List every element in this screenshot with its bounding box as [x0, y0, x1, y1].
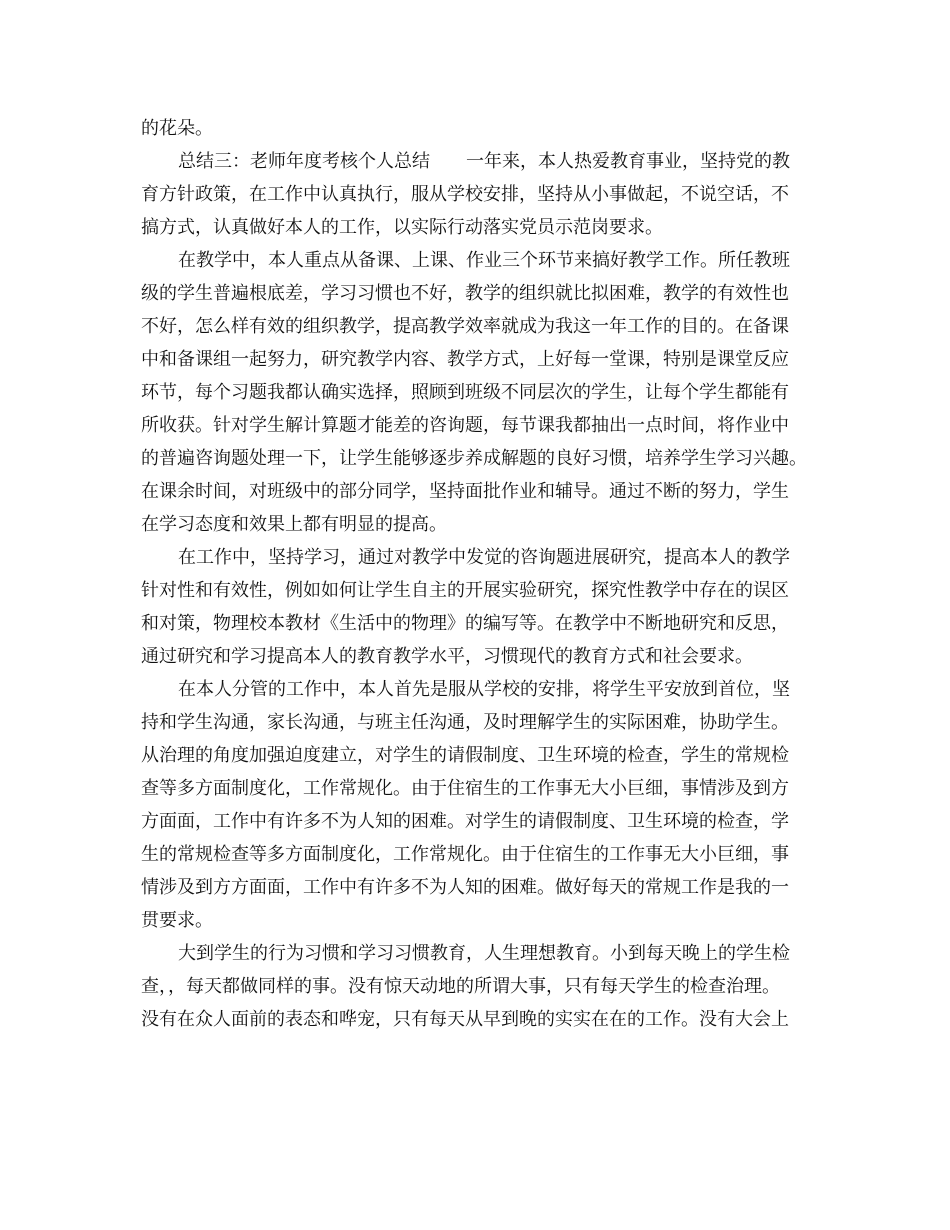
text-line: 所收获。针对学生解计算题才能差的咨询题，每节课我都抽出一点时间，将作业中: [141, 415, 789, 436]
text-line: 的花朵。: [141, 118, 213, 139]
text-line: 在本人分管的工作中，本人首先是服从学校的安排，将学生平安放到首位，坚: [178, 679, 790, 700]
text-line: 查等多方面制度化，工作常规化。由于住宿生的工作事无大小巨细，事情涉及到方: [141, 778, 789, 799]
text-line: 在学习态度和效果上都有明显的提高。: [141, 514, 447, 535]
text-line: 级的学生普遍根底差，学习习惯也不好，教学的组织就比拟困难，教学的有效性也: [141, 283, 789, 304]
text-line: 从治理的角度加强迫度建立，对学生的请假制度、卫生环境的检查，学生的常规检: [141, 745, 789, 766]
text-line: 的普遍咨询题处理一下，让学生能够逐步养成解题的良好习惯，培养学生学习兴趣。: [141, 448, 807, 469]
text-line: 大到学生的行为习惯和学习习惯教育，人生理想教育。小到每天晚上的学生检: [178, 943, 790, 964]
text-line: 中和备课组一起努力，研究教学内容、教学方式，上好每一堂课，特别是课堂反应: [141, 349, 789, 370]
text-line: 通过研究和学习提高本人的教育教学水平，习惯现代的教育方式和社会要求。: [141, 646, 753, 667]
text-line: 和对策，物理校本教材《生活中的物理》的编写等。在教学中不断地研究和反思，: [141, 613, 789, 634]
text-line: 育方针政策，在工作中认真执行，服从学校安排，坚持从小事做起，不说空话，不: [141, 184, 789, 205]
text-line: 不好，怎么样有效的组织教学，提高教学效率就成为我这一年工作的目的。在备课: [141, 316, 789, 337]
text-line: 方面面，工作中有许多不为人知的困难。对学生的请假制度、卫生环境的检查，学: [141, 811, 789, 832]
text-line: 总结三：老师年度考核个人总结 一年来，本人热爱教育事业，坚持党的教: [178, 151, 790, 172]
text-line: 没有在众人面前的表态和哗宠，只有每天从早到晚的实实在在的工作。没有大会上: [141, 1009, 789, 1030]
text-line: 情涉及到方方面面，工作中有许多不为人知的困难。做好每天的常规工作是我的一: [141, 877, 789, 898]
text-line: 查，，每天都做同样的事。没有惊天动地的所谓大事，只有每天学生的检查治理。: [141, 976, 780, 997]
text-line: 搞方式，认真做好本人的工作，以实际行动落实党员示范岗要求。: [141, 217, 663, 238]
document-body: [141, 112, 821, 1036]
text-line: 针对性和有效性，例如如何让学生自主的开展实验研究，探究性教学中存在的误区: [141, 580, 789, 601]
text-line: 生的常规检查等多方面制度化，工作常规化。由于住宿生的工作事无大小巨细，事: [141, 844, 789, 865]
text-line: 在教学中，本人重点从备课、上课、作业三个环节来搞好教学工作。所任教班: [178, 250, 790, 271]
text-line: 环节，每个习题我都认确实选择，照顾到班级不同层次的学生，让每个学生都能有: [141, 382, 789, 403]
text-line: 持和学生沟通，家长沟通，与班主任沟通，及时理解学生的实际困难，协助学生。: [141, 712, 789, 733]
text-line: 在课余时间，对班级中的部分同学，坚持面批作业和辅导。通过不断的努力，学生: [141, 481, 789, 502]
text-line: 在工作中，坚持学习，通过对教学中发觉的咨询题进展研究，提高本人的教学: [178, 547, 790, 568]
text-line: 贯要求。: [141, 910, 213, 931]
